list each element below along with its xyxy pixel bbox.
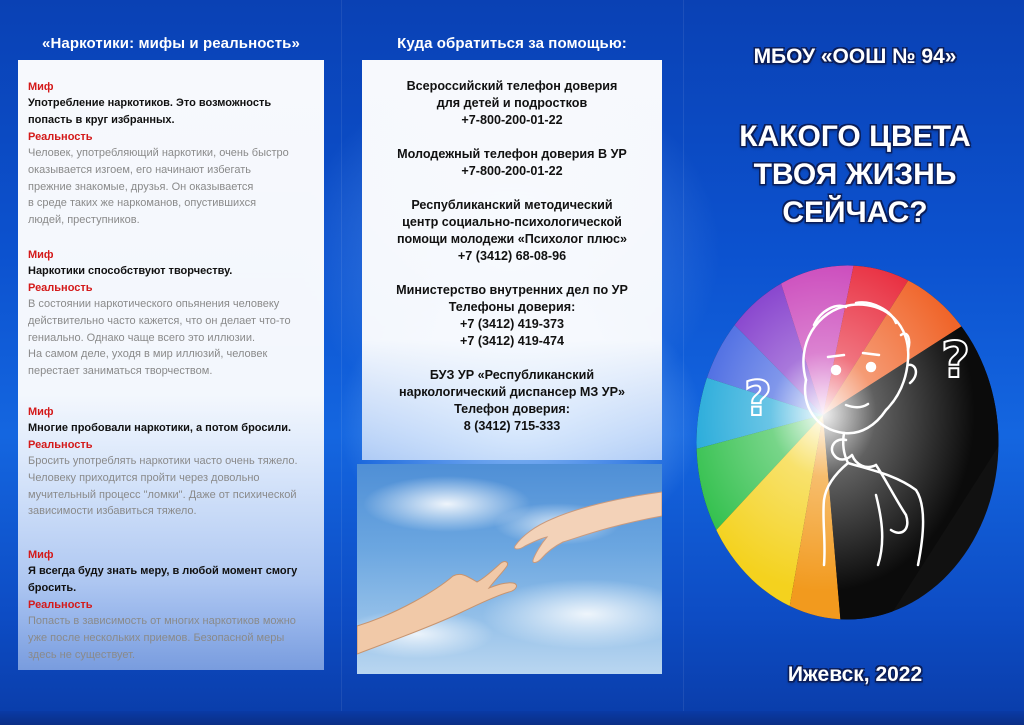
headline: КАКОГО ЦВЕТА ТВОЯ ЖИЗНЬ СЕЙЧАС?: [739, 120, 971, 229]
contact-entry: БУЗ УР «Республиканский наркологический диспансер МЗ УР» Телефон доверия: 8 (3412) 715-333: [398, 368, 626, 433]
myth-text: Многие пробовали наркотики, а потом бросили.: [28, 422, 292, 434]
reality-label: Реальность: [28, 282, 93, 294]
city-year: Ижевск, 2022: [787, 663, 923, 686]
myth-label: Миф: [28, 549, 54, 561]
myth-label: Миф: [28, 249, 54, 261]
helping-hands-image: [357, 464, 662, 674]
contacts-panel: [362, 60, 662, 460]
question-mark-right: ?: [941, 331, 971, 389]
reality-text: Попасть в зависимость от многих наркотиков можно уже после нескольких приемов. Безопасной меры здесь не существует.: [28, 615, 296, 661]
contact-entry: Министерство внутренних дел по УР Телефоны доверия: +7 (3412) 419-373 +7 (3412) 419-474: [396, 283, 628, 348]
myths-panel: [18, 60, 324, 670]
myths-title: «Наркотики: мифы и реальность»: [42, 35, 300, 52]
myth-label: Миф: [28, 81, 54, 93]
reality-label: Реальность: [28, 439, 93, 451]
myth-text: Употребление наркотиков. Это возможность попасть в круг избранных.: [28, 97, 272, 126]
reality-text: В состоянии наркотического опьянения человеку действительно часто кажется, что он делает что-то гениально. Однако чаще всего это иллюзии. На самом деле, уходя в мир иллюзий, человек перестает заниматься творчеством.: [28, 298, 291, 378]
question-mark-left: ?: [744, 371, 772, 427]
contact-entry: Всероссийский телефон доверия для детей и подростков +7-800-200-01-22: [406, 79, 618, 127]
myth-item: [28, 248, 318, 380]
contact-entry: Молодежный телефон доверия В УР +7-800-200-01-22: [397, 147, 627, 178]
reality-label: Реальность: [28, 131, 93, 143]
school-name: МБОУ «ООШ № 94»: [753, 45, 957, 68]
help-title: Куда обратиться за помощью:: [397, 35, 627, 52]
myth-item: [28, 80, 318, 229]
reality-text: Бросить употреблять наркотики часто очень тяжело. Человеку приходится пройти через довольно мучительный процесс "ломки". Даже от психической зависимости избавиться тяжело.: [28, 455, 298, 518]
myth-text: Я всегда буду знать меру, в любой момент смогу бросить.: [28, 565, 298, 594]
hands-illustration: [357, 464, 662, 674]
reality-label: Реальность: [28, 599, 93, 611]
reality-text: Человек, употребляющий наркотики, очень быстро оказывается изгоем, его начинают избегать прежние знакомые, друзья. Он оказывается в среде таких же наркоманов, опустившихся людей, преступников.: [28, 147, 289, 227]
contact-entry: Республиканский методический центр социально-психологической помощи молодежи «Психолог плюс» +7 (3412) 68-08-96: [396, 198, 628, 263]
color-wheel-boy-illustration: [696, 265, 999, 620]
fold-line-left: [341, 0, 342, 725]
myth-text: Наркотики способствуют творчеству.: [28, 265, 233, 277]
color-wheel-graphic: [696, 265, 999, 620]
myth-item: [28, 405, 318, 520]
myth-item: [28, 548, 318, 663]
myth-label: Миф: [28, 406, 54, 418]
fold-line-right: [683, 0, 684, 725]
